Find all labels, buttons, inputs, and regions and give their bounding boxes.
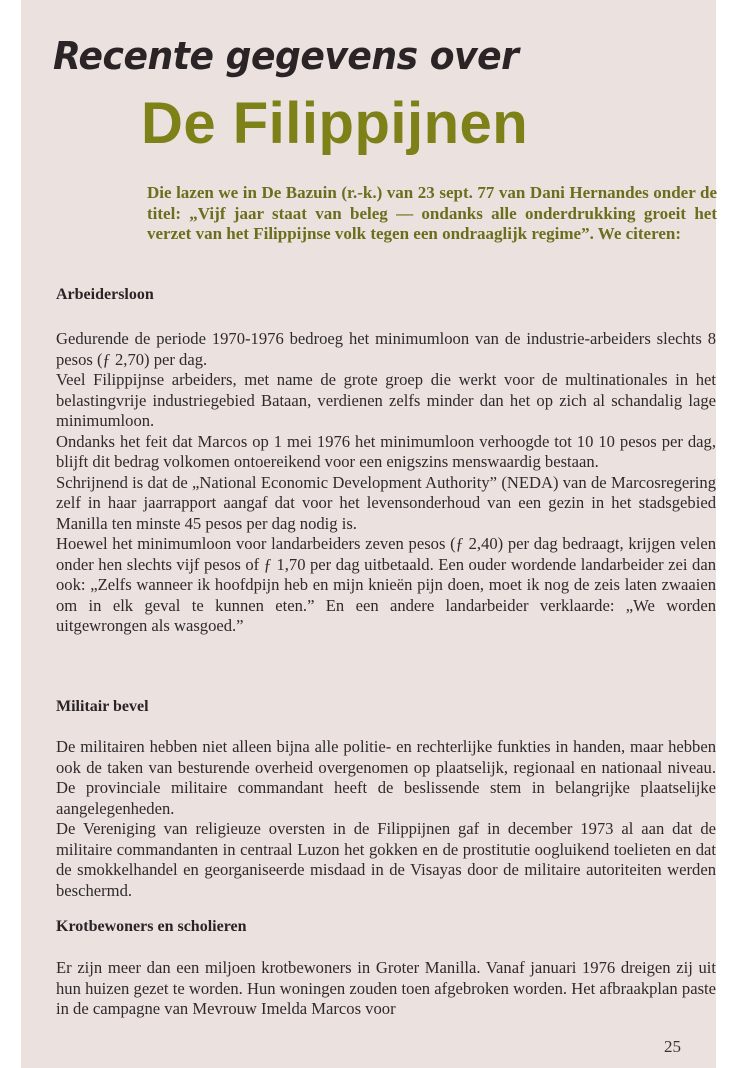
paragraph: Schrijnend is dat de „National Economic Development Authority” (NEDA) van de Marcosregering zelf in haar jaarrapport aangaf dat voor het levensonderhoud van een gezin in het stadsgebied Manilla ten minste 45 pesos per dag nodig is.	[56, 472, 716, 533]
paragraph: Hoewel het minimumloon voor landarbeiders zeven pesos (ƒ 2,40) per dag bedraagt, krijgen velen onder hen slechts vijf pesos of ƒ 1,70 per dag uitbetaald. Een ouder wordende landarbeider zei dan ook: „Zelfs wanneer ik hoofdpijn heb en mijn knieën pijn doen, moet ik nog de zeis laten zwaaien om in elk geval te kunnen eten.” En een andere landarbeider verklaarde: „We worden uitgewrongen als wasgoed.”	[56, 534, 716, 635]
paragraph: Er zijn meer dan een miljoen krotbewoners in Groter Manilla. Vanaf januari 1976 dreigen zij uit hun huizen gezet te worden. Hun woningen zouden toen afgebroken worden. Het afbraakplan paste in de campagne van Mevrouw Imelda Marcos voor	[56, 958, 716, 1018]
paragraph: Veel Filippijnse arbeiders, met name de grote groep die werkt voor de multinationales in het belastingvrije industriegebied Bataan, verdienen zelfs minder dan het op zich al schandalig lage minimumloon.	[56, 370, 716, 430]
section-heading-militair-bevel: Militair bevel	[56, 698, 149, 715]
article-kicker: Recente gegevens over	[53, 34, 519, 78]
section-body-krotbewoners	[56, 958, 716, 1020]
section-heading-arbeidersloon: Arbeidersloon	[56, 286, 154, 303]
page-number: 25	[664, 1037, 681, 1056]
paragraph: De Vereniging van religieuze oversten in de Filippijnen gaf in december 1973 al aan dat de militaire commandanten in centraal Luzon het gokken en de prostitutie oogluikend toelieten en dat de smokkelhandel en georganiseerde misdaad in de Visayas door de militaire autoriteiten werden beschermd.	[56, 819, 716, 900]
article-intro: Die lazen we in De Bazuin (r.-k.) van 23 sept. 77 van Dani Hernandes onder de titel: „Vijf jaar staat van beleg — ondanks alle onderdrukking groeit het verzet van het Filippijnse volk tegen een ondraaglijk regime”. We citeren:	[147, 183, 717, 243]
magazine-page	[21, 0, 716, 1068]
paragraph: Gedurende de periode 1970-1976 bedroeg het minimumloon van de industrie-arbeiders slechts 8 pesos (ƒ 2,70) per dag.	[56, 329, 716, 369]
section-body-arbeidersloon	[56, 329, 716, 637]
article-title: De Filippijnen	[141, 91, 529, 156]
paragraph: De militairen hebben niet alleen bijna alle politie- en rechterlijke funkties in handen, maar hebben ook de taken van besturende overheid overgenomen op plaatselijk, regionaal en nationaal niveau. De provinciale militaire commandant heeft de beslissende stem in belangrijke plaatselijke aangelegenheden.	[56, 737, 716, 818]
section-heading-krotbewoners: Krotbewoners en scholieren	[56, 918, 247, 935]
section-body-militair-bevel	[56, 737, 716, 901]
paragraph: Ondanks het feit dat Marcos op 1 mei 1976 het minimumloon verhoogde tot 10 10 pesos per dag, blijft dit bedrag volkomen ontoereikend voor een enigszins menswaardig bestaan.	[56, 431, 716, 471]
